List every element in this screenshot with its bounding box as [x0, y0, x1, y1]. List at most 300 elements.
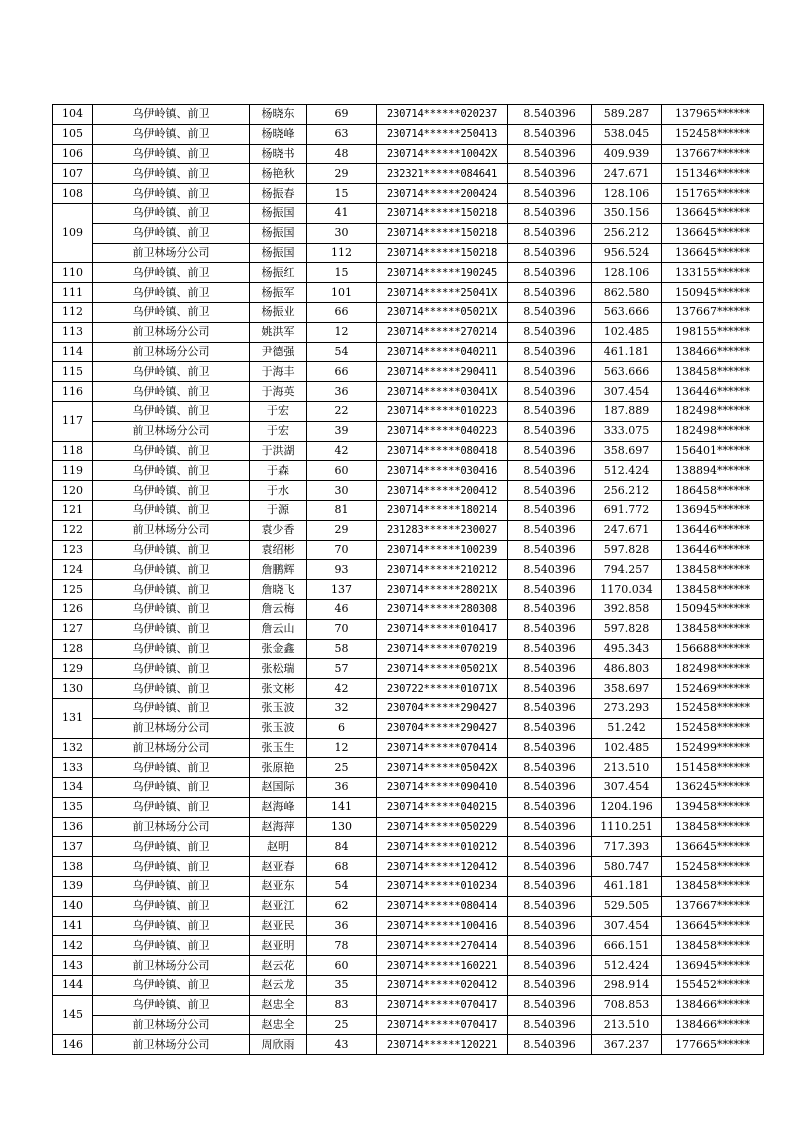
- amount-cell: 273.293: [592, 698, 662, 718]
- rate-cell: 8.540396: [508, 659, 592, 679]
- table-row: [53, 461, 764, 481]
- row-number-cell: 119: [53, 461, 93, 481]
- row-number-cell: 115: [53, 362, 93, 382]
- amount-cell: 1110.251: [592, 817, 662, 837]
- rate-cell: 8.540396: [508, 184, 592, 204]
- name-cell: 张玉生: [250, 738, 307, 758]
- rate-cell: 8.540396: [508, 976, 592, 996]
- row-number-cell: 118: [53, 441, 93, 461]
- table-row: [53, 184, 764, 204]
- unit-cell: 乌伊岭镇、前卫: [93, 461, 250, 481]
- amount-cell: 187.889: [592, 401, 662, 421]
- table-row: [53, 421, 764, 441]
- row-number-cell: 126: [53, 599, 93, 619]
- row-number-cell: 127: [53, 619, 93, 639]
- amount-cell: 495.343: [592, 639, 662, 659]
- amount-cell: 529.505: [592, 896, 662, 916]
- unit-cell: 乌伊岭镇、前卫: [93, 936, 250, 956]
- id-number-cell: 230714******290411: [377, 362, 508, 382]
- row-number-cell: 124: [53, 560, 93, 580]
- table-row: [53, 540, 764, 560]
- name-cell: 杨振军: [250, 283, 307, 303]
- table-row: [53, 995, 764, 1015]
- phone-cell: 138466******: [662, 342, 764, 362]
- area-cell: 30: [307, 223, 377, 243]
- unit-cell: 前卫林场分公司: [93, 322, 250, 342]
- id-number-cell: 230714******120221: [377, 1035, 508, 1055]
- name-cell: 袁绍彬: [250, 540, 307, 560]
- phone-cell: 152458******: [662, 698, 764, 718]
- amount-cell: 597.828: [592, 540, 662, 560]
- phone-cell: 138458******: [662, 580, 764, 600]
- table-row: [53, 382, 764, 402]
- phone-cell: 152469******: [662, 679, 764, 699]
- amount-cell: 358.697: [592, 679, 662, 699]
- unit-cell: 乌伊岭镇、前卫: [93, 797, 250, 817]
- name-cell: 詹晓飞: [250, 580, 307, 600]
- phone-cell: 138458******: [662, 619, 764, 639]
- rate-cell: 8.540396: [508, 382, 592, 402]
- amount-cell: 247.671: [592, 164, 662, 184]
- id-number-cell: 230714******080414: [377, 896, 508, 916]
- row-number-cell: 130: [53, 679, 93, 699]
- amount-cell: 247.671: [592, 520, 662, 540]
- row-number-cell: 128: [53, 639, 93, 659]
- name-cell: 杨振国: [250, 223, 307, 243]
- table-row: [53, 481, 764, 501]
- unit-cell: 乌伊岭镇、前卫: [93, 302, 250, 322]
- id-number-cell: 230714******200424: [377, 184, 508, 204]
- name-cell: 张金鑫: [250, 639, 307, 659]
- amount-cell: 298.914: [592, 976, 662, 996]
- id-number-cell: 230704******290427: [377, 718, 508, 738]
- rate-cell: 8.540396: [508, 877, 592, 897]
- table-row: [53, 500, 764, 520]
- phone-cell: 151346******: [662, 164, 764, 184]
- unit-cell: 乌伊岭镇、前卫: [93, 659, 250, 679]
- name-cell: 杨振国: [250, 203, 307, 223]
- unit-cell: 乌伊岭镇、前卫: [93, 976, 250, 996]
- amount-cell: 1170.034: [592, 580, 662, 600]
- name-cell: 于海英: [250, 382, 307, 402]
- row-number-cell: 108: [53, 184, 93, 204]
- id-number-cell: 230714******020412: [377, 976, 508, 996]
- phone-cell: 152458******: [662, 124, 764, 144]
- table-row: [53, 659, 764, 679]
- area-cell: 41: [307, 203, 377, 223]
- amount-cell: 51.242: [592, 718, 662, 738]
- table-row: [53, 619, 764, 639]
- id-number-cell: 230714******070414: [377, 738, 508, 758]
- table-row: [53, 956, 764, 976]
- rate-cell: 8.540396: [508, 599, 592, 619]
- amount-cell: 350.156: [592, 203, 662, 223]
- area-cell: 93: [307, 560, 377, 580]
- amount-cell: 589.287: [592, 105, 662, 125]
- amount-cell: 102.485: [592, 322, 662, 342]
- row-number-cell: 129: [53, 659, 93, 679]
- unit-cell: 乌伊岭镇、前卫: [93, 580, 250, 600]
- row-number-cell: 117: [53, 401, 93, 441]
- area-cell: 58: [307, 639, 377, 659]
- table-row: [53, 580, 764, 600]
- table-row: [53, 144, 764, 164]
- name-cell: 赵亚东: [250, 877, 307, 897]
- id-number-cell: 230714******010234: [377, 877, 508, 897]
- rate-cell: 8.540396: [508, 243, 592, 263]
- rate-cell: 8.540396: [508, 203, 592, 223]
- phone-cell: 151765******: [662, 184, 764, 204]
- table-row: [53, 164, 764, 184]
- table-row: [53, 302, 764, 322]
- amount-cell: 128.106: [592, 263, 662, 283]
- area-cell: 22: [307, 401, 377, 421]
- id-number-cell: 230714******280308: [377, 599, 508, 619]
- name-cell: 赵云花: [250, 956, 307, 976]
- unit-cell: 乌伊岭镇、前卫: [93, 758, 250, 778]
- phone-cell: 138458******: [662, 877, 764, 897]
- phone-cell: 156401******: [662, 441, 764, 461]
- unit-cell: 乌伊岭镇、前卫: [93, 560, 250, 580]
- table-row: [53, 758, 764, 778]
- phone-cell: 136645******: [662, 916, 764, 936]
- rate-cell: 8.540396: [508, 797, 592, 817]
- area-cell: 141: [307, 797, 377, 817]
- unit-cell: 乌伊岭镇、前卫: [93, 896, 250, 916]
- id-number-cell: 230714******010417: [377, 619, 508, 639]
- phone-cell: 155452******: [662, 976, 764, 996]
- row-number-cell: 110: [53, 263, 93, 283]
- area-cell: 78: [307, 936, 377, 956]
- id-number-cell: 230714******210212: [377, 560, 508, 580]
- area-cell: 62: [307, 896, 377, 916]
- table-row: [53, 342, 764, 362]
- unit-cell: 乌伊岭镇、前卫: [93, 481, 250, 501]
- rate-cell: 8.540396: [508, 698, 592, 718]
- phone-cell: 150945******: [662, 283, 764, 303]
- row-number-cell: 146: [53, 1035, 93, 1055]
- area-cell: 81: [307, 500, 377, 520]
- id-number-cell: 230714******180214: [377, 500, 508, 520]
- rate-cell: 8.540396: [508, 1015, 592, 1035]
- area-cell: 66: [307, 302, 377, 322]
- data-table: [52, 104, 764, 1055]
- table-row: [53, 936, 764, 956]
- id-number-cell: 232321******084641: [377, 164, 508, 184]
- rate-cell: 8.540396: [508, 223, 592, 243]
- unit-cell: 乌伊岭镇、前卫: [93, 401, 250, 421]
- rate-cell: 8.540396: [508, 164, 592, 184]
- phone-cell: 138894******: [662, 461, 764, 481]
- table-row: [53, 916, 764, 936]
- phone-cell: 152499******: [662, 738, 764, 758]
- phone-cell: 152458******: [662, 857, 764, 877]
- phone-cell: 138458******: [662, 362, 764, 382]
- unit-cell: 前卫林场分公司: [93, 956, 250, 976]
- table-row: [53, 1015, 764, 1035]
- area-cell: 54: [307, 342, 377, 362]
- name-cell: 杨振春: [250, 184, 307, 204]
- row-number-cell: 139: [53, 877, 93, 897]
- id-number-cell: 230714******070219: [377, 639, 508, 659]
- rate-cell: 8.540396: [508, 302, 592, 322]
- area-cell: 29: [307, 164, 377, 184]
- area-cell: 46: [307, 599, 377, 619]
- table-row: [53, 778, 764, 798]
- rate-cell: 8.540396: [508, 105, 592, 125]
- table-row: [53, 322, 764, 342]
- row-number-cell: 113: [53, 322, 93, 342]
- amount-cell: 128.106: [592, 184, 662, 204]
- table-row: [53, 698, 764, 718]
- phone-cell: 138458******: [662, 817, 764, 837]
- id-number-cell: 230714******090410: [377, 778, 508, 798]
- id-number-cell: 230714******040211: [377, 342, 508, 362]
- row-number-cell: 140: [53, 896, 93, 916]
- name-cell: 杨晓东: [250, 105, 307, 125]
- unit-cell: 乌伊岭镇、前卫: [93, 619, 250, 639]
- row-number-cell: 137: [53, 837, 93, 857]
- id-number-cell: 230714******150218: [377, 223, 508, 243]
- row-number-cell: 136: [53, 817, 93, 837]
- unit-cell: 前卫林场分公司: [93, 1035, 250, 1055]
- unit-cell: 前卫林场分公司: [93, 421, 250, 441]
- amount-cell: 461.181: [592, 342, 662, 362]
- id-number-cell: 230714******100239: [377, 540, 508, 560]
- amount-cell: 358.697: [592, 441, 662, 461]
- rate-cell: 8.540396: [508, 619, 592, 639]
- name-cell: 赵亚明: [250, 936, 307, 956]
- row-number-cell: 107: [53, 164, 93, 184]
- phone-cell: 156688******: [662, 639, 764, 659]
- name-cell: 袁少香: [250, 520, 307, 540]
- name-cell: 张文彬: [250, 679, 307, 699]
- phone-cell: 136645******: [662, 243, 764, 263]
- unit-cell: 前卫林场分公司: [93, 817, 250, 837]
- area-cell: 66: [307, 362, 377, 382]
- area-cell: 35: [307, 976, 377, 996]
- name-cell: 尹德强: [250, 342, 307, 362]
- area-cell: 12: [307, 738, 377, 758]
- id-number-cell: 230714******190245: [377, 263, 508, 283]
- id-number-cell: 230714******05042X: [377, 758, 508, 778]
- unit-cell: 乌伊岭镇、前卫: [93, 184, 250, 204]
- amount-cell: 597.828: [592, 619, 662, 639]
- unit-cell: 乌伊岭镇、前卫: [93, 144, 250, 164]
- table-row: [53, 105, 764, 125]
- area-cell: 6: [307, 718, 377, 738]
- rate-cell: 8.540396: [508, 580, 592, 600]
- name-cell: 于洪湖: [250, 441, 307, 461]
- id-number-cell: 230714******150218: [377, 243, 508, 263]
- row-number-cell: 138: [53, 857, 93, 877]
- row-number-cell: 120: [53, 481, 93, 501]
- name-cell: 詹云梅: [250, 599, 307, 619]
- row-number-cell: 121: [53, 500, 93, 520]
- name-cell: 姚洪军: [250, 322, 307, 342]
- name-cell: 于水: [250, 481, 307, 501]
- unit-cell: 乌伊岭镇、前卫: [93, 124, 250, 144]
- phone-cell: 136446******: [662, 520, 764, 540]
- area-cell: 32: [307, 698, 377, 718]
- area-cell: 39: [307, 421, 377, 441]
- unit-cell: 前卫林场分公司: [93, 1015, 250, 1035]
- amount-cell: 486.803: [592, 659, 662, 679]
- table-row: [53, 738, 764, 758]
- phone-cell: 137667******: [662, 144, 764, 164]
- unit-cell: 乌伊岭镇、前卫: [93, 698, 250, 718]
- name-cell: 杨晓峰: [250, 124, 307, 144]
- row-number-cell: 114: [53, 342, 93, 362]
- phone-cell: 137667******: [662, 896, 764, 916]
- area-cell: 36: [307, 778, 377, 798]
- phone-cell: 136645******: [662, 223, 764, 243]
- row-number-cell: 112: [53, 302, 93, 322]
- table-row: [53, 362, 764, 382]
- amount-cell: 102.485: [592, 738, 662, 758]
- row-number-cell: 109: [53, 203, 93, 262]
- id-number-cell: 230714******080418: [377, 441, 508, 461]
- rate-cell: 8.540396: [508, 738, 592, 758]
- id-number-cell: 230714******150218: [377, 203, 508, 223]
- amount-cell: 213.510: [592, 1015, 662, 1035]
- name-cell: 赵亚江: [250, 896, 307, 916]
- area-cell: 15: [307, 263, 377, 283]
- area-cell: 15: [307, 184, 377, 204]
- id-number-cell: 230714******03041X: [377, 382, 508, 402]
- area-cell: 101: [307, 283, 377, 303]
- table-row: [53, 203, 764, 223]
- area-cell: 63: [307, 124, 377, 144]
- amount-cell: 1204.196: [592, 797, 662, 817]
- phone-cell: 136645******: [662, 203, 764, 223]
- table-row: [53, 441, 764, 461]
- row-number-cell: 106: [53, 144, 93, 164]
- rate-cell: 8.540396: [508, 500, 592, 520]
- phone-cell: 186458******: [662, 481, 764, 501]
- row-number-cell: 104: [53, 105, 93, 125]
- area-cell: 84: [307, 837, 377, 857]
- area-cell: 42: [307, 679, 377, 699]
- rate-cell: 8.540396: [508, 896, 592, 916]
- name-cell: 赵亚民: [250, 916, 307, 936]
- name-cell: 詹鹏辉: [250, 560, 307, 580]
- amount-cell: 563.666: [592, 362, 662, 382]
- name-cell: 于海丰: [250, 362, 307, 382]
- row-number-cell: 141: [53, 916, 93, 936]
- table-row: [53, 837, 764, 857]
- row-number-cell: 135: [53, 797, 93, 817]
- area-cell: 36: [307, 382, 377, 402]
- table-row: [53, 263, 764, 283]
- rate-cell: 8.540396: [508, 718, 592, 738]
- unit-cell: 乌伊岭镇、前卫: [93, 164, 250, 184]
- area-cell: 130: [307, 817, 377, 837]
- id-number-cell: 230714******25041X: [377, 283, 508, 303]
- id-number-cell: 230714******050229: [377, 817, 508, 837]
- table-row: [53, 896, 764, 916]
- table-row: [53, 639, 764, 659]
- id-number-cell: 230722******01071X: [377, 679, 508, 699]
- unit-cell: 乌伊岭镇、前卫: [93, 778, 250, 798]
- area-cell: 69: [307, 105, 377, 125]
- rate-cell: 8.540396: [508, 778, 592, 798]
- rate-cell: 8.540396: [508, 481, 592, 501]
- row-number-cell: 123: [53, 540, 93, 560]
- id-number-cell: 230714******28021X: [377, 580, 508, 600]
- rate-cell: 8.540396: [508, 263, 592, 283]
- rate-cell: 8.540396: [508, 401, 592, 421]
- area-cell: 43: [307, 1035, 377, 1055]
- row-number-cell: 131: [53, 698, 93, 738]
- row-number-cell: 143: [53, 956, 93, 976]
- area-cell: 29: [307, 520, 377, 540]
- amount-cell: 307.454: [592, 916, 662, 936]
- rate-cell: 8.540396: [508, 936, 592, 956]
- phone-cell: 139458******: [662, 797, 764, 817]
- unit-cell: 乌伊岭镇、前卫: [93, 263, 250, 283]
- name-cell: 赵国际: [250, 778, 307, 798]
- area-cell: 25: [307, 758, 377, 778]
- area-cell: 70: [307, 619, 377, 639]
- rate-cell: 8.540396: [508, 837, 592, 857]
- id-number-cell: 230714******250413: [377, 124, 508, 144]
- table-row: [53, 679, 764, 699]
- table-row: [53, 718, 764, 738]
- amount-cell: 461.181: [592, 877, 662, 897]
- row-number-cell: 122: [53, 520, 93, 540]
- rate-cell: 8.540396: [508, 520, 592, 540]
- table-row: [53, 797, 764, 817]
- row-number-cell: 125: [53, 580, 93, 600]
- name-cell: 杨振业: [250, 302, 307, 322]
- area-cell: 57: [307, 659, 377, 679]
- unit-cell: 乌伊岭镇、前卫: [93, 382, 250, 402]
- rate-cell: 8.540396: [508, 916, 592, 936]
- amount-cell: 794.257: [592, 560, 662, 580]
- name-cell: 赵忠全: [250, 995, 307, 1015]
- area-cell: 60: [307, 956, 377, 976]
- rate-cell: 8.540396: [508, 124, 592, 144]
- name-cell: 周欣雨: [250, 1035, 307, 1055]
- phone-cell: 182498******: [662, 401, 764, 421]
- rate-cell: 8.540396: [508, 421, 592, 441]
- id-number-cell: 230714******070417: [377, 1015, 508, 1035]
- phone-cell: 137667******: [662, 302, 764, 322]
- id-number-cell: 230714******040215: [377, 797, 508, 817]
- area-cell: 48: [307, 144, 377, 164]
- phone-cell: 136446******: [662, 382, 764, 402]
- rate-cell: 8.540396: [508, 679, 592, 699]
- name-cell: 于宏: [250, 421, 307, 441]
- id-number-cell: 230714******020237: [377, 105, 508, 125]
- phone-cell: 182498******: [662, 421, 764, 441]
- amount-cell: 307.454: [592, 382, 662, 402]
- name-cell: 张玉波: [250, 718, 307, 738]
- area-cell: 25: [307, 1015, 377, 1035]
- name-cell: 张松瑞: [250, 659, 307, 679]
- amount-cell: 256.212: [592, 481, 662, 501]
- table-row: [53, 124, 764, 144]
- amount-cell: 256.212: [592, 223, 662, 243]
- unit-cell: 乌伊岭镇、前卫: [93, 599, 250, 619]
- amount-cell: 538.045: [592, 124, 662, 144]
- unit-cell: 乌伊岭镇、前卫: [93, 679, 250, 699]
- row-number-cell: 111: [53, 283, 93, 303]
- table-row: [53, 283, 764, 303]
- phone-cell: 136945******: [662, 956, 764, 976]
- id-number-cell: 230714******10042X: [377, 144, 508, 164]
